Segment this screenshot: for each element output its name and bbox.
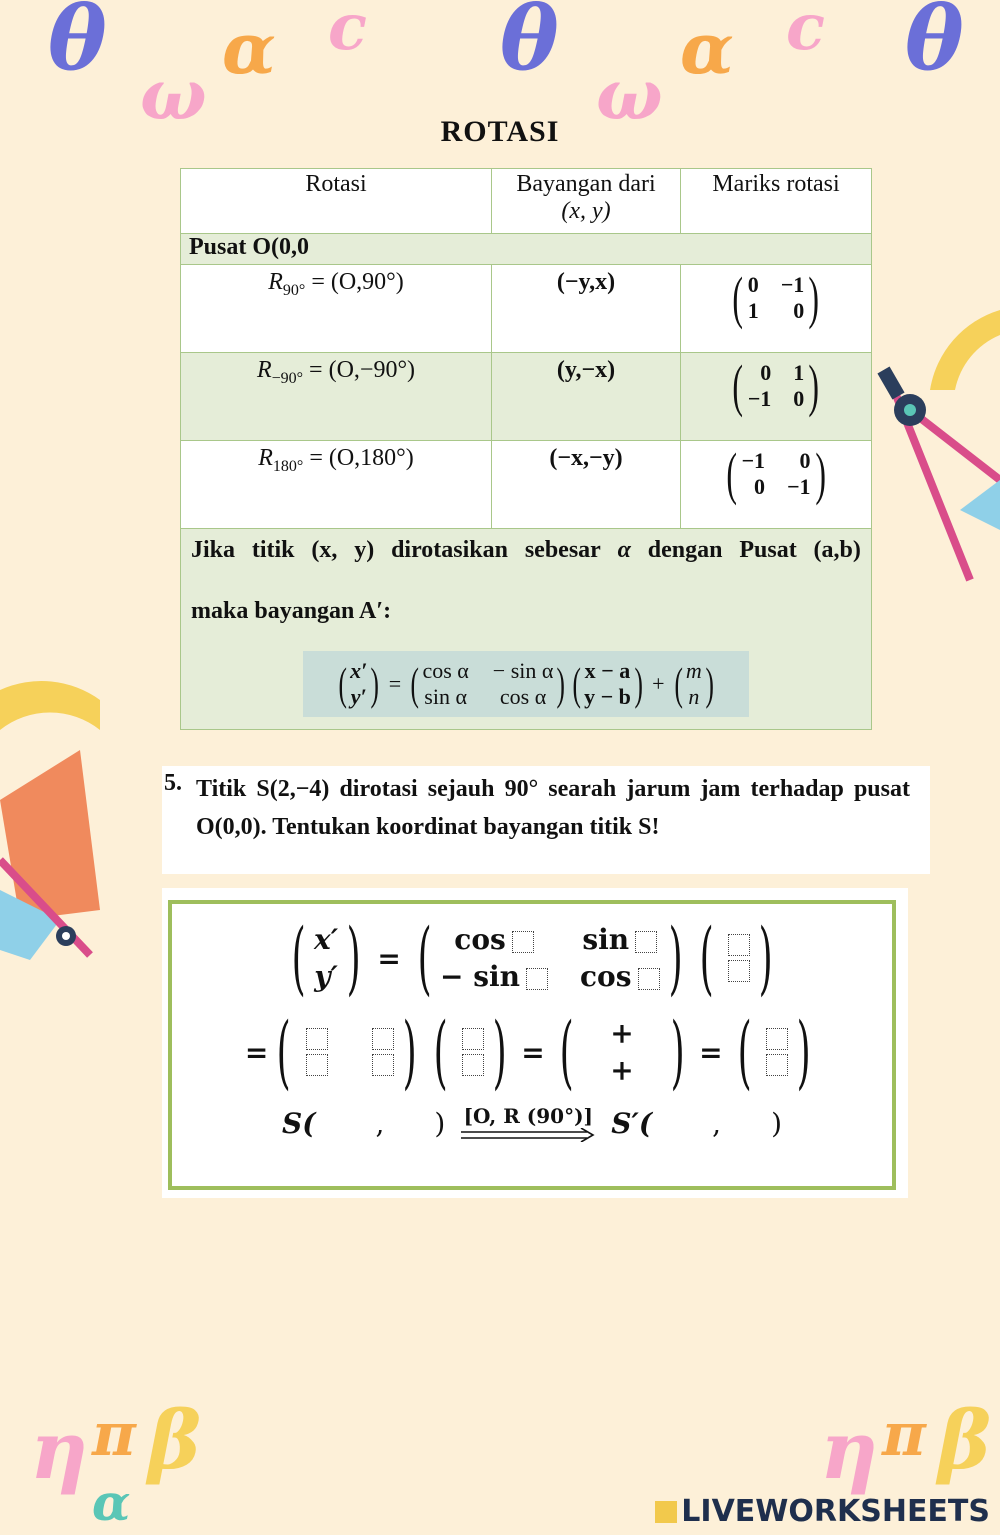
answer-box bbox=[168, 900, 896, 1190]
image-cell: (y,−x) bbox=[492, 353, 681, 441]
note-word: Jika bbox=[191, 537, 236, 563]
rotation-symbol: R bbox=[268, 269, 283, 295]
question-text: Titik S(2,−4) dirotasi sejauh 90° searah jarum jam terhadap pusat O(0,0). Tentukan koordinat bayangan titik S! bbox=[196, 776, 910, 840]
matrix-entry: −1 bbox=[741, 448, 765, 473]
eta-decoration: η bbox=[30, 1403, 89, 1497]
answer-result-vector bbox=[760, 1028, 788, 1076]
note-word: α bbox=[617, 537, 631, 563]
answer-sum-vector: + + bbox=[610, 1017, 634, 1087]
image-cell: (−x,−y) bbox=[492, 441, 681, 529]
note-word: dirotasikan bbox=[391, 537, 508, 563]
blank-input[interactable] bbox=[462, 1054, 484, 1076]
formula-shift: m n bbox=[685, 658, 702, 709]
blank-input[interactable] bbox=[638, 968, 660, 990]
table-row bbox=[181, 353, 872, 441]
mapping-label: [O, R (90°)] bbox=[463, 1104, 594, 1128]
rotation-symbol: R bbox=[258, 445, 273, 471]
matrix-cell bbox=[681, 265, 872, 353]
matrix-cell bbox=[681, 353, 872, 441]
note-word: (x, bbox=[311, 537, 338, 563]
note-word: titik bbox=[251, 537, 295, 563]
alpha-decoration: α bbox=[222, 7, 276, 90]
rotation-subscript: −90° bbox=[271, 370, 304, 387]
answer-numeric-vector bbox=[456, 1028, 484, 1076]
rotation-value: = (O,−90°) bbox=[309, 357, 416, 383]
matrix-entry: 0 bbox=[799, 448, 811, 473]
rotation-table bbox=[180, 168, 872, 730]
beta-decoration: β bbox=[938, 1393, 992, 1487]
answer-equals: = bbox=[699, 1035, 723, 1069]
matrix-entry: 0 bbox=[754, 474, 765, 499]
table-row bbox=[181, 265, 872, 353]
rotation-matrix: ( −1 0 0 −1 ) bbox=[726, 441, 826, 506]
protractor-compass-decoration-right bbox=[870, 280, 1000, 620]
answer-rotation-matrix: cos sin − sin cos bbox=[440, 923, 659, 993]
protractor-compass-decoration-left bbox=[0, 670, 110, 1010]
blank-input[interactable] bbox=[766, 1028, 788, 1050]
double-arrow-icon bbox=[461, 1128, 595, 1142]
pi-decoration: π bbox=[882, 1400, 926, 1470]
rotation-matrix: ( 0 −1 1 0 ) bbox=[732, 265, 820, 330]
answer-numeric-matrix bbox=[300, 1028, 394, 1076]
theta-decoration: θ bbox=[905, 0, 964, 90]
blank-input[interactable] bbox=[462, 1028, 484, 1050]
note-word: y) bbox=[354, 537, 375, 563]
general-rotation-note bbox=[181, 529, 872, 730]
blank-input[interactable] bbox=[306, 1054, 328, 1076]
answer-equals: = bbox=[377, 941, 401, 975]
c-decoration: c bbox=[328, 0, 367, 65]
formula-cos-matrix: cos α − sin α sin α cos α bbox=[422, 658, 554, 709]
blank-input[interactable] bbox=[728, 960, 750, 982]
formula-vector: x − a y − b bbox=[584, 658, 631, 709]
blank-input[interactable] bbox=[728, 934, 750, 956]
answer-lhs: x′ y′ bbox=[314, 923, 339, 993]
header-bayangan-line2: (x, y) bbox=[561, 198, 611, 224]
header-matriks: Mariks rotasi bbox=[681, 169, 872, 234]
matrix-entry: −1 bbox=[780, 272, 805, 297]
rotation-matrix: ( 0 1 −1 0 ) bbox=[732, 353, 820, 418]
formula-lhs: x′ y′ bbox=[350, 658, 368, 709]
c-decoration: c bbox=[786, 0, 825, 65]
answer-line-2: = ( ) ( ) = ( + + ) = ( ) bbox=[244, 1005, 811, 1098]
note-line-1 bbox=[191, 537, 861, 564]
rotation-value: = (O,180°) bbox=[309, 445, 414, 471]
matrix-entry: 0 bbox=[793, 386, 805, 411]
formula-plus: + bbox=[652, 671, 665, 696]
matrix-entry: 0 bbox=[747, 272, 759, 297]
answer-line-1: ( x′ y′ ) = ( cos sin − sin cos ) ( ) bbox=[291, 911, 773, 1004]
note-word: (a,b) bbox=[813, 537, 861, 563]
image-cell: (−y,x) bbox=[492, 265, 681, 353]
matrix-entry: 1 bbox=[747, 298, 759, 323]
rotation-cell bbox=[181, 441, 492, 529]
point-s-prime: S′( bbox=[611, 1106, 653, 1140]
rotation-formula: ( x′ y′ ) = ( cos α − sin α sin α cos α ) ( x − a y − b ) + ( m n ) bbox=[303, 651, 749, 717]
blank-input[interactable] bbox=[306, 1028, 328, 1050]
beta-decoration: β bbox=[148, 1393, 202, 1487]
logo-icon bbox=[655, 1501, 677, 1523]
matrix-entry: −1 bbox=[787, 474, 811, 499]
note-word: sebesar bbox=[524, 537, 601, 563]
answer-area bbox=[162, 888, 908, 1198]
omega-decoration: ω bbox=[596, 53, 663, 136]
page-title: ROTASI bbox=[440, 115, 560, 148]
point-s: S( bbox=[281, 1106, 316, 1140]
matrix-cell bbox=[681, 441, 872, 529]
header-bayangan-line1: Bayangan dari bbox=[516, 171, 656, 197]
omega-decoration: ω bbox=[140, 53, 207, 136]
blank-input[interactable] bbox=[635, 931, 657, 953]
rotation-subscript: 180° bbox=[272, 458, 304, 475]
blank-input[interactable] bbox=[372, 1028, 394, 1050]
rotation-symbol: R bbox=[256, 357, 272, 383]
matrix-entry: 0 bbox=[793, 298, 805, 323]
eta-decoration: η bbox=[820, 1403, 879, 1497]
alpha-decoration: α bbox=[680, 7, 734, 90]
note-word: dengan bbox=[647, 537, 723, 563]
blank-input[interactable] bbox=[766, 1054, 788, 1076]
blank-input[interactable] bbox=[512, 931, 534, 953]
rotation-cell bbox=[181, 353, 492, 441]
pi-decoration: π bbox=[92, 1400, 136, 1470]
theta-decoration: θ bbox=[48, 0, 107, 90]
rotation-value: = (O,90°) bbox=[311, 269, 404, 295]
liveworksheets-logo bbox=[655, 1494, 990, 1529]
alpha-decoration: α bbox=[92, 1473, 131, 1532]
rotation-cell bbox=[181, 265, 492, 353]
matrix-entry: 1 bbox=[793, 360, 805, 385]
table-row bbox=[181, 441, 872, 529]
note-word: Pusat bbox=[739, 537, 797, 563]
pusat-label: Pusat O(0,0 bbox=[181, 234, 872, 265]
note-line-2: maka bayangan A′: bbox=[191, 598, 392, 624]
answer-line-3: S( , ) [O, R (90°)] S′( , ) bbox=[172, 1104, 892, 1142]
logo-text: LIVEWORKSHEETS bbox=[681, 1494, 990, 1529]
header-bayangan bbox=[492, 169, 681, 234]
formula-equals: = bbox=[388, 671, 402, 696]
blank-input[interactable] bbox=[372, 1054, 394, 1076]
blank-input[interactable] bbox=[526, 968, 548, 990]
header-rotasi: Rotasi bbox=[181, 169, 492, 234]
matrix-entry: 0 bbox=[760, 360, 772, 385]
answer-equals: = bbox=[244, 1035, 269, 1069]
matrix-entry: −1 bbox=[747, 386, 772, 411]
mapping-arrow bbox=[461, 1104, 595, 1142]
answer-equals: = bbox=[521, 1035, 545, 1069]
question-number: 5. bbox=[164, 770, 182, 796]
rotation-subscript: 90° bbox=[282, 282, 306, 299]
question-box bbox=[162, 766, 930, 874]
theta-decoration: θ bbox=[500, 0, 559, 90]
answer-vector bbox=[722, 934, 750, 982]
